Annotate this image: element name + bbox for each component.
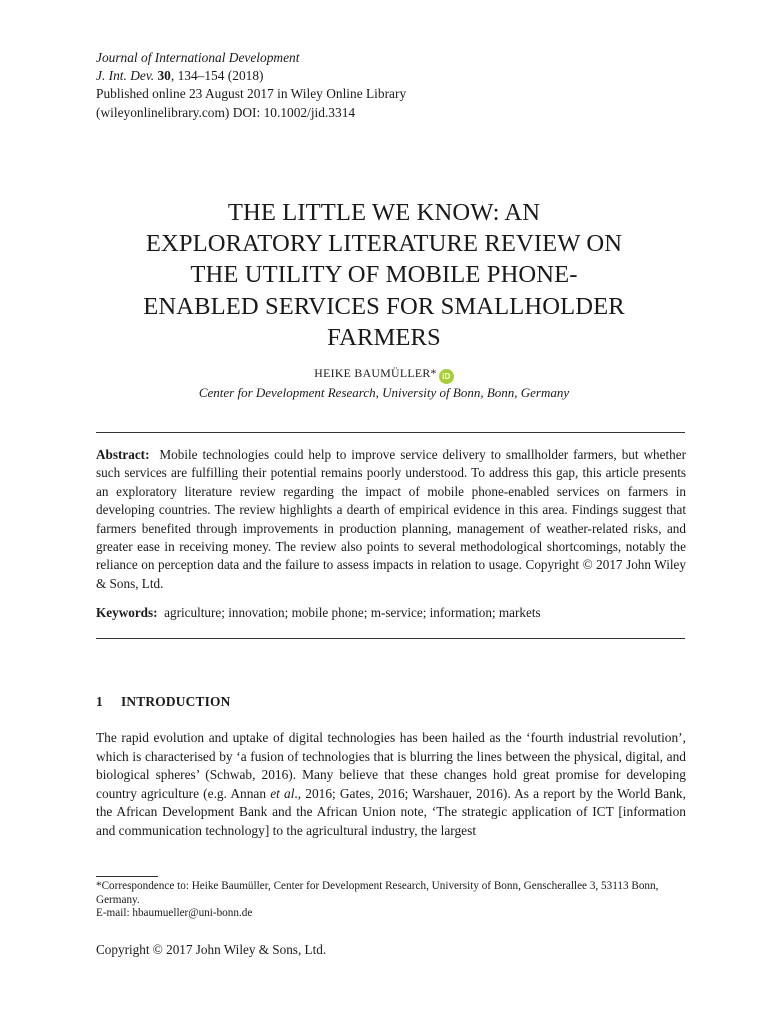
copyright-notice: Copyright © 2017 John Wiley & Sons, Ltd.: [96, 942, 327, 957]
section-title: INTRODUCTION: [121, 694, 231, 709]
email-note: E-mail: hbaumueller@uni-bonn.de: [96, 907, 253, 920]
journal-name: Journal of International Development: [96, 50, 300, 65]
journal-header: [96, 49, 406, 122]
author-name: HEIKE BAUMÜLLER*: [314, 366, 437, 380]
body-text-run: The rapid evolution and uptake of digital technologies has been hailed as the ‘fourth industrial revolution’, which is characterised by ‘a fusion of technologies that is blurring the lines between the physical, digital, and biological spheres’ (Schwab, 2016). Many believe that these changes hold great promise for developing country agriculture (e.g. Annan: [96, 730, 686, 801]
abstract-label: Abstract:: [96, 447, 150, 462]
correspondence-note: *Correspondence to: Heike Baumüller, Center for Development Research, University of Bonn, Genscherallee 3, 53113 Bonn, Germany.: [96, 880, 659, 906]
body-paragraph: [96, 729, 686, 841]
orcid-icon[interactable]: iD: [439, 369, 454, 384]
title-line: FARMERS: [327, 323, 441, 351]
abstract-text: Mobile technologies could help to improve service delivery to smallholder farmers, but whether such services are fulfilling their potential remains poorly understood. To address this gap, this article presents an exploratory literature review regarding the impact of mobile phone-enabled services on farmers in developing countries. The review highlights a dearth of empirical evidence in this area. Findings suggest that farmers benefited through improvements in production planning, management of weather-related risks, and greater ease in receiving money. The review also points to several methodological shortcomings, notably the reliance on perception data and the failure to assess impacts in relation to usage. Copyright © 2017 John Wiley & Sons, Ltd.: [96, 447, 687, 591]
doi-line: (wileyonlinelibrary.com) DOI: 10.1002/jid.3314: [96, 104, 356, 120]
title-line: EXPLORATORY LITERATURE REVIEW ON: [145, 230, 623, 258]
title-line: THE LITTLE WE KNOW: AN: [227, 199, 541, 226]
footnote: [96, 880, 696, 921]
title-line: ENABLED SERVICES FOR SMALLHOLDER: [143, 292, 625, 320]
author-line: [0, 366, 768, 384]
citation-line: [96, 67, 406, 85]
body-text-run: ., 2016; Gates, 2016; Warshauer, 2016). As a report by the World Bank, the African Development Bank and the African Union note, ‘The strategic application of ICT [information and communication technology] to the agricultural industry, the largest: [96, 785, 686, 838]
published-line: Published online 23 August 2017 in Wiley Online Library: [96, 86, 407, 102]
body-text-italic: et al: [270, 785, 295, 801]
footnote-rule: [96, 876, 158, 877]
keywords-text: agriculture; innovation; mobile phone; m-service; information; markets: [164, 605, 541, 620]
title-line: THE UTILITY OF MOBILE PHONE-: [190, 261, 578, 289]
citation-volume: 30: [157, 68, 171, 84]
author-affiliation: Center for Development Research, University of Bonn, Bonn, Germany: [198, 385, 570, 400]
citation-pages: , 134–154 (2018): [170, 68, 264, 84]
section-heading: [96, 694, 231, 710]
abstract-bottom-rule: [96, 638, 685, 639]
keywords: [96, 605, 686, 621]
keywords-label: Keywords:: [96, 605, 158, 620]
abstract-top-rule: [96, 432, 685, 433]
abstract: [96, 446, 686, 593]
section-number: 1: [96, 694, 103, 709]
citation-abbrev: J. Int. Dev.: [96, 68, 155, 84]
article-title: [60, 197, 708, 353]
